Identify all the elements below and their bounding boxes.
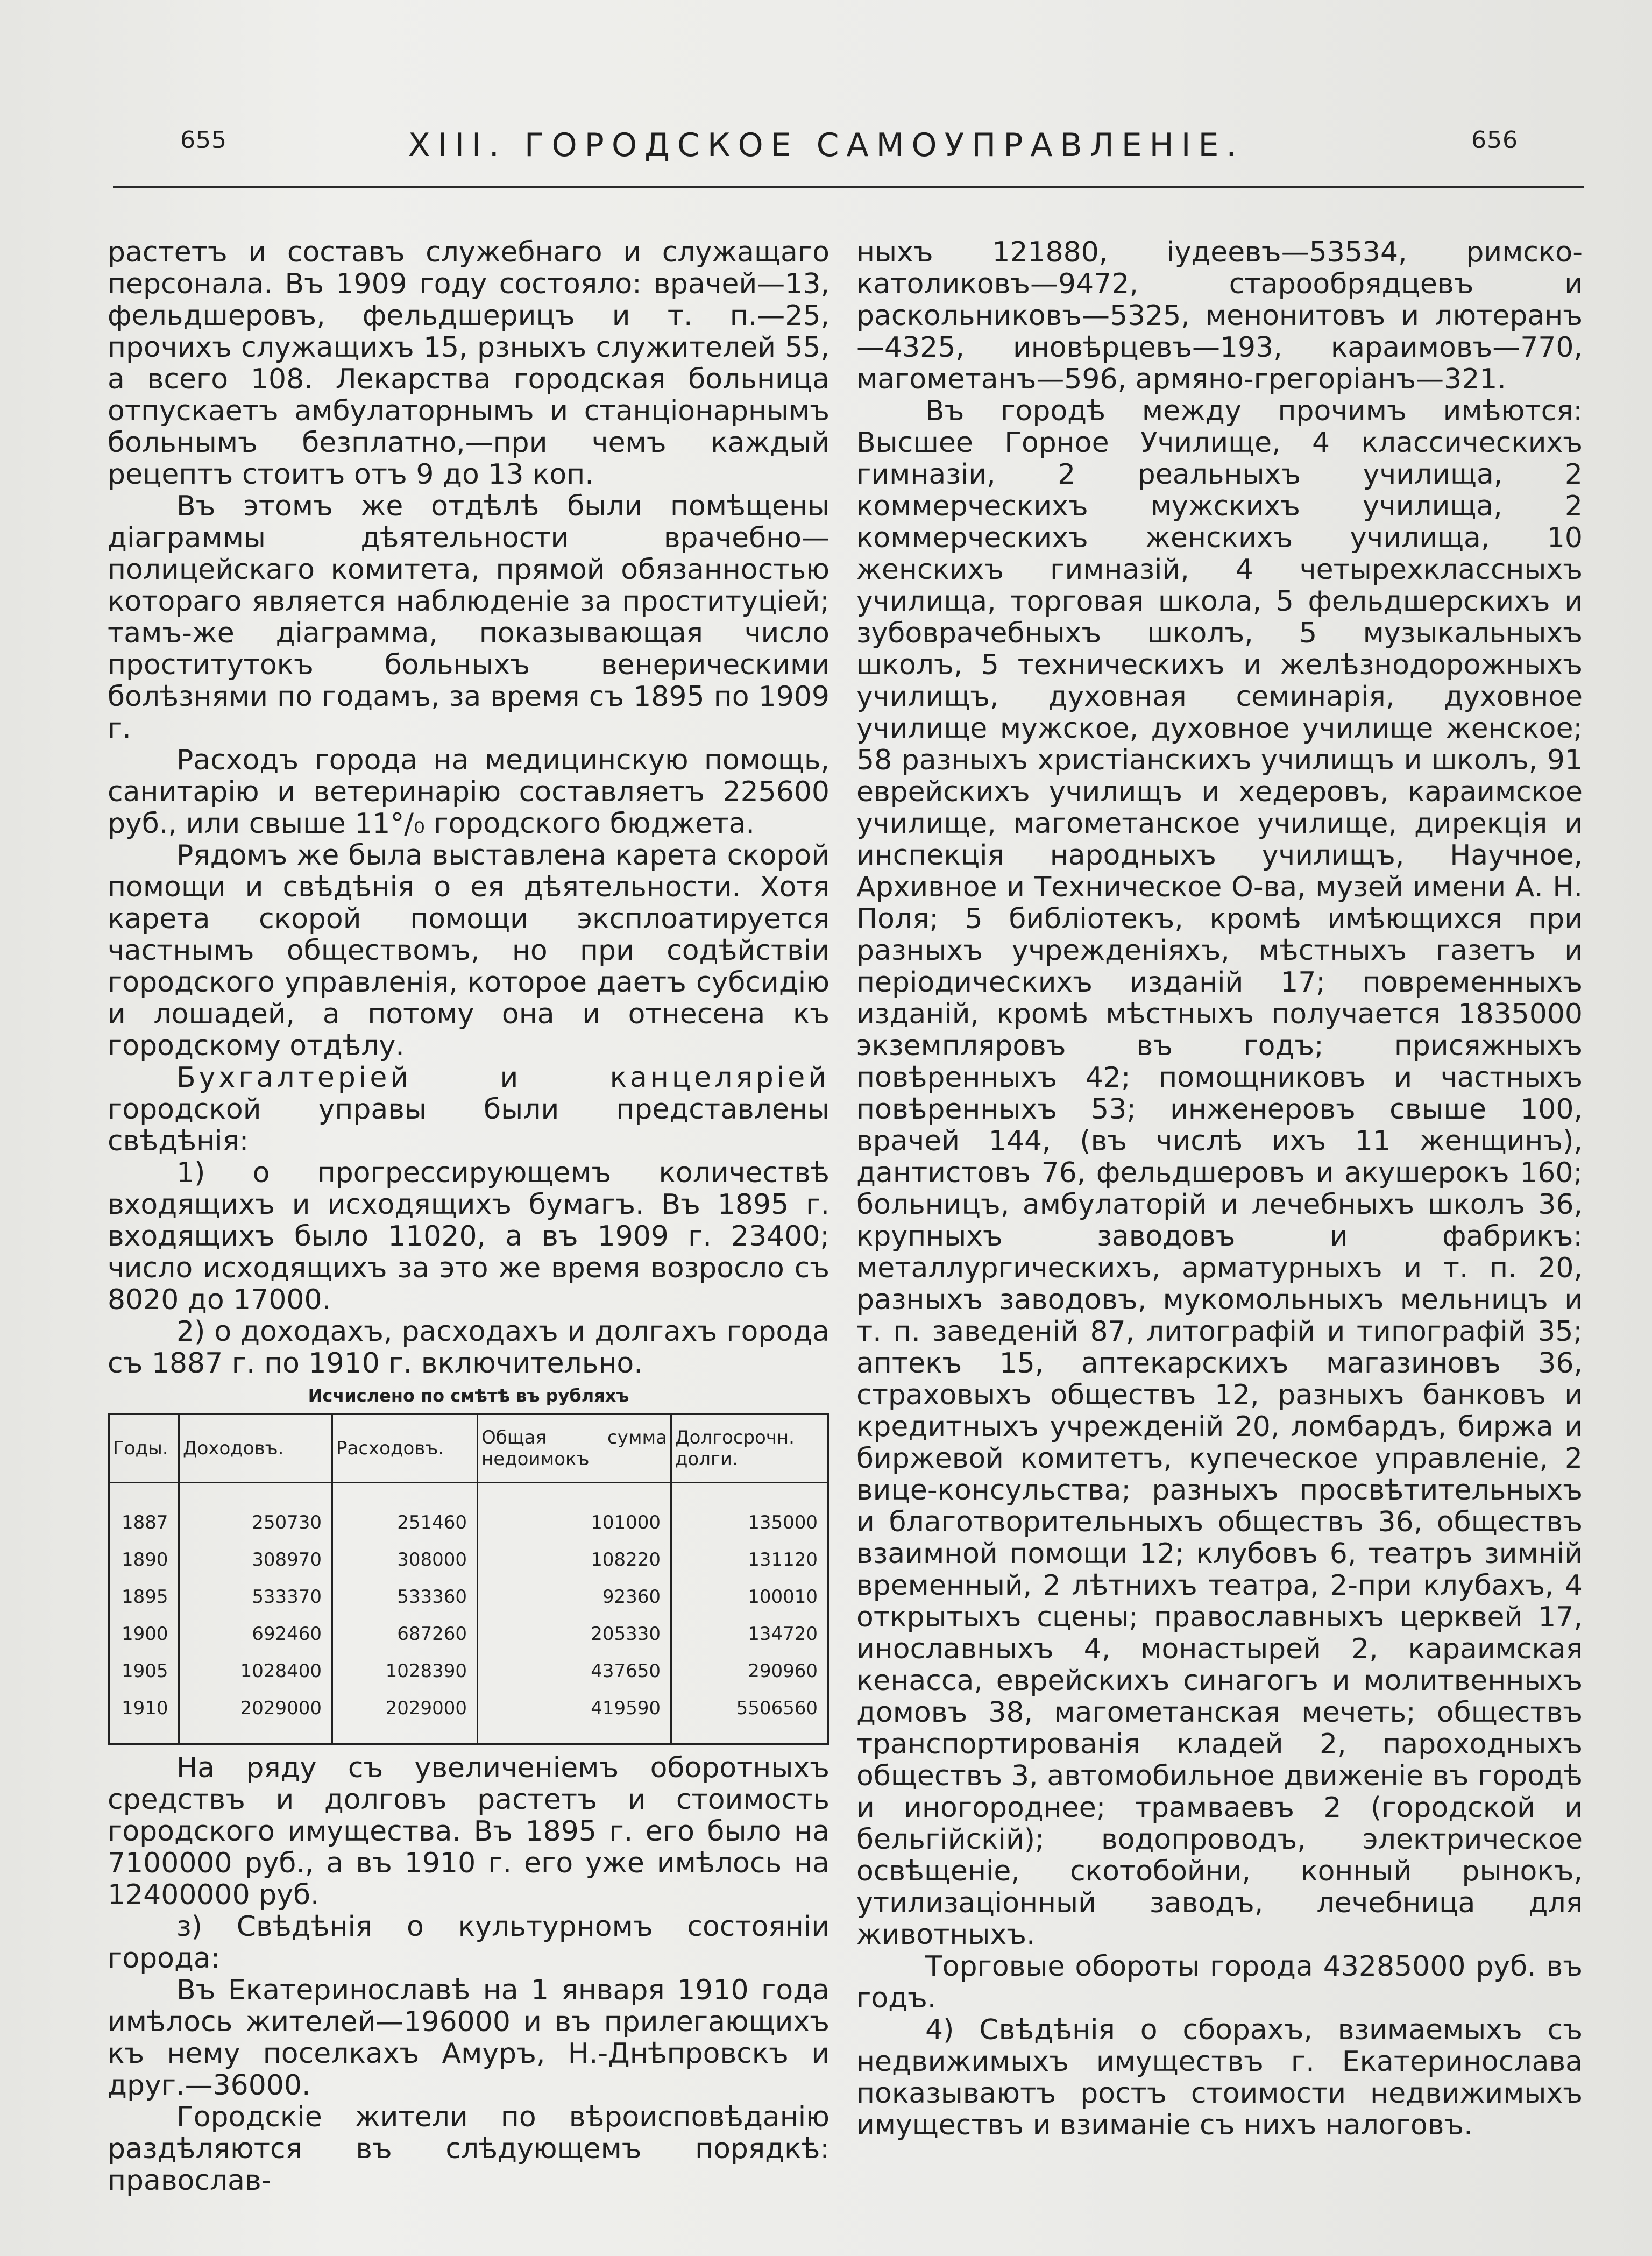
cell-year: 1895	[109, 1578, 179, 1615]
paragraph-text: городской управы были представлены свѣдѣнія:	[108, 1093, 829, 1157]
cell-arrears: 437650	[478, 1652, 671, 1689]
cell-debt: 135000	[671, 1504, 829, 1541]
cell-expense: 687260	[332, 1615, 478, 1652]
paragraph: Въ этомъ же отдѣлѣ были помѣщены діаграммы дѣятельности врачебно—полицейскаго комитета, прямой обязанностью котораго является наблюденіе за проституціей; тамъ-же діаграмма, показывающая число проститутокъ больныхъ венерическими болѣзнями по годамъ, за время съ 1895 по 1909 г.	[108, 490, 829, 745]
table-row	[109, 1652, 828, 1689]
cell-year: 1887	[109, 1504, 179, 1541]
paragraph: 1) о прогрессирующемъ количествѣ входящихъ и исходящихъ бумагъ. Въ 1895 г. входящихъ было 11020, а въ 1909 г. 23400; число исходящихъ за это же время возросло съ 8020 до 17000.	[108, 1157, 829, 1316]
column-header: Расходовъ.	[332, 1414, 478, 1483]
column-header: Долгосрочн. долги.	[671, 1414, 829, 1483]
cell-income: 250730	[179, 1504, 332, 1541]
table-spacer	[109, 1727, 828, 1744]
paragraph: 2) о доходахъ, расходахъ и долгахъ города съ 1887 г. по 1910 г. включительно.	[108, 1316, 829, 1380]
cell-expense: 1028390	[332, 1652, 478, 1689]
table-row	[109, 1615, 828, 1652]
cell-income: 692460	[179, 1615, 332, 1652]
column-header: Доходовъ.	[179, 1414, 332, 1483]
cell-arrears: 419590	[478, 1689, 671, 1727]
page-number-left: 655	[180, 126, 227, 154]
paragraph: Рядомъ же была выставлена карета скорой помощи и свѣдѣнія о ея дѣятельности. Хотя карета скорой помощи эксплоатируется частнымъ обществомъ, но при содѣйствіи городского управленія, которое даетъ субсидію и лошадей, а потому она и отнесена къ городскому отдѣлу.	[108, 839, 829, 1062]
table-row	[109, 1689, 828, 1727]
cell-expense: 2029000	[332, 1689, 478, 1727]
cell-arrears: 101000	[478, 1504, 671, 1541]
cell-debt: 290960	[671, 1652, 829, 1689]
table-spacer	[109, 1483, 828, 1504]
cell-expense: 251460	[332, 1504, 478, 1541]
paragraph: Въ Екатеринославѣ на 1 января 1910 года имѣлось жителей—196000 и въ прилегающихъ къ нему поселкахъ Амуръ, Н.-Днѣпровскъ и друг.—36000.	[108, 1974, 829, 2102]
paragraph: Городскіе жители по вѣроисповѣданію раздѣляются въ слѣдующемъ порядкѣ: православ-	[108, 2101, 829, 2197]
cell-debt: 131120	[671, 1541, 829, 1578]
cell-arrears: 205330	[478, 1615, 671, 1652]
table-header-row	[109, 1414, 828, 1483]
paragraph: 4) Свѣдѣнія о сборахъ, взимаемыхъ съ недвижимыхъ имуществъ г. Екатеринослава показываютъ ростъ стоимости недвижимыхъ имуществъ и взиманіе съ нихъ налоговъ.	[856, 2014, 1583, 2141]
cell-expense: 533360	[332, 1578, 478, 1615]
cell-year: 1890	[109, 1541, 179, 1578]
table-caption: Исчислено по смѣтѣ въ рубляхъ	[308, 1385, 629, 1406]
paragraph: Торговые обороты города 43285000 руб. въ годъ.	[856, 1950, 1583, 2014]
cell-expense: 308000	[332, 1541, 478, 1578]
paragraph: На ряду съ увеличеніемъ оборотныхъ средствъ и долговъ растетъ и стоимость городского имущества. Въ 1895 г. его было на 7100000 руб., а въ 1910 г. его уже имѣлось на 12400000 руб.	[108, 1752, 829, 1911]
paragraph: Расходъ города на медицинскую помощь, санитарію и ветеринарію составляетъ 225600 руб., или свыше 11°/₀ городского бюджета.	[108, 744, 829, 840]
table-row	[109, 1504, 828, 1541]
cell-debt: 134720	[671, 1615, 829, 1652]
cell-year: 1905	[109, 1652, 179, 1689]
cell-income: 308970	[179, 1541, 332, 1578]
table-row	[109, 1541, 828, 1578]
left-column	[108, 237, 829, 2197]
paragraph: ныхъ 121880, іудеевъ—53534, римско-католиковъ—9472, старообрядцевъ и раскольниковъ—5325, менонитовъ и лютеранъ—4325, иновѣрцевъ—193, караимовъ—770, магометанъ—596, армяно-грегоріанъ—321.	[856, 236, 1583, 395]
cell-debt: 100010	[671, 1578, 829, 1615]
table-row	[109, 1578, 828, 1615]
cell-year: 1900	[109, 1615, 179, 1652]
right-column	[856, 237, 1583, 2141]
cell-income: 2029000	[179, 1689, 332, 1727]
column-header: Годы.	[109, 1414, 179, 1483]
spaced-text: Бухгалтеріей и канцеляріей	[176, 1062, 829, 1094]
paragraph: Въ городѣ между прочимъ имѣются: Высшее Горное Училище, 4 классическихъ гимназіи, 2 реальныхъ училища, 2 коммерческихъ мужскихъ училища, 2 коммерческихъ женскихъ училища, 10 женскихъ гимназій, 4 четырехклассныхъ училища, торговая школа, 5 фельдшерскихъ и зубоврачебныхъ школъ, 5 музыкальныхъ школъ, 5 техническихъ и желѣзнодорожныхъ училищъ, духовная семинарія, духовное училище мужское, духовное училище женское; 58 разныхъ христіанскихъ училищъ и школъ, 91 еврейскихъ училищъ и хедеровъ, караимское училище, магометанское училище, дирекція и инспекція народныхъ училищъ, Научное, Архивное и Техническое О-ва, музей имени А. Н. Поля; 5 библіотекъ, кромѣ имѣющихся при разныхъ учрежденіяхъ, мѣстныхъ газетъ и періодическихъ изданій 17; повременныхъ изданій, кромѣ мѣстныхъ получается 1835000 экземпляровъ въ годъ; присяжныхъ повѣренныхъ 42; помощниковъ и частныхъ повѣренныхъ 53; инженеровъ свыше 100, врачей 144, (въ числѣ ихъ 11 женщинъ), дантистовъ 76, фельдшеровъ и акушерокъ 160; больницъ, амбулаторій и лечебныхъ школъ 36, крупныхъ заводовъ и фабрикъ: металлургическихъ, арматурныхъ и т. п. 20, разныхъ заводовъ, мукомольныхъ мельницъ и т. п. заведеній 87, литографій и типографій 35; аптекъ 15, аптекарскихъ магазиновъ 36, страховыхъ обществъ 12, разныхъ банковъ и кредитныхъ учрежденій 20, ломбардъ, биржа и биржевой комитетъ, купеческое управленіе, 2 вице-консульства; разныхъ просвѣтительныхъ и благотворительныхъ обществъ 36, обществъ взаимной помощи 12; клубовъ 6, театръ зимній временный, 2 лѣтнихъ театра, 2-при клубахъ, 4 открытыхъ сцены; православныхъ церквей 17, инославныхъ 4, монастырей 2, караимская кенасса, еврейскихъ синагогъ и молитвенныхъ домовъ 38, магометанская мечеть; обществъ транспортированія кладей 2, пароходныхъ обществъ 3, автомобильное движеніе въ городѣ и иногороднее; трамваевъ 2 (городской и бельгійскій); водопроводъ, электрическое освѣщеніе, скотобойни, конный рынокъ, утилизаціонный заводъ, лечебница для животныхъ.	[856, 395, 1583, 1951]
cell-income: 1028400	[179, 1652, 332, 1689]
column-header: Общая сумма недоимокъ	[478, 1414, 671, 1483]
running-title: XIII. ГОРОДСКОЕ САМОУПРАВЛЕНIЕ.	[408, 126, 1244, 164]
page-number-right: 656	[1471, 126, 1518, 154]
finance-table	[108, 1413, 829, 1745]
paragraph	[108, 1062, 829, 1157]
paragraph: з) Свѣдѣнія о культурномъ состояніи города:	[108, 1911, 829, 1975]
cell-arrears: 92360	[478, 1578, 671, 1615]
cell-arrears: 108220	[478, 1541, 671, 1578]
cell-year: 1910	[109, 1689, 179, 1727]
paragraph: растетъ и составъ служебнаго и служащаго персонала. Въ 1909 году состояло: врачей—13, фельдшеровъ, фельдшерицъ и т. п.—25, прочихъ служащихъ 15, рзныхъ служителей 55, а всего 108. Лекарства городская больница отпускаетъ амбулаторнымъ и станціонарнымъ больнымъ безплатно,—при чемъ каждый рецептъ стоитъ отъ 9 до 13 коп.	[108, 236, 829, 491]
header-rule	[113, 186, 1584, 188]
cell-income: 533370	[179, 1578, 332, 1615]
cell-debt: 5506560	[671, 1689, 829, 1727]
